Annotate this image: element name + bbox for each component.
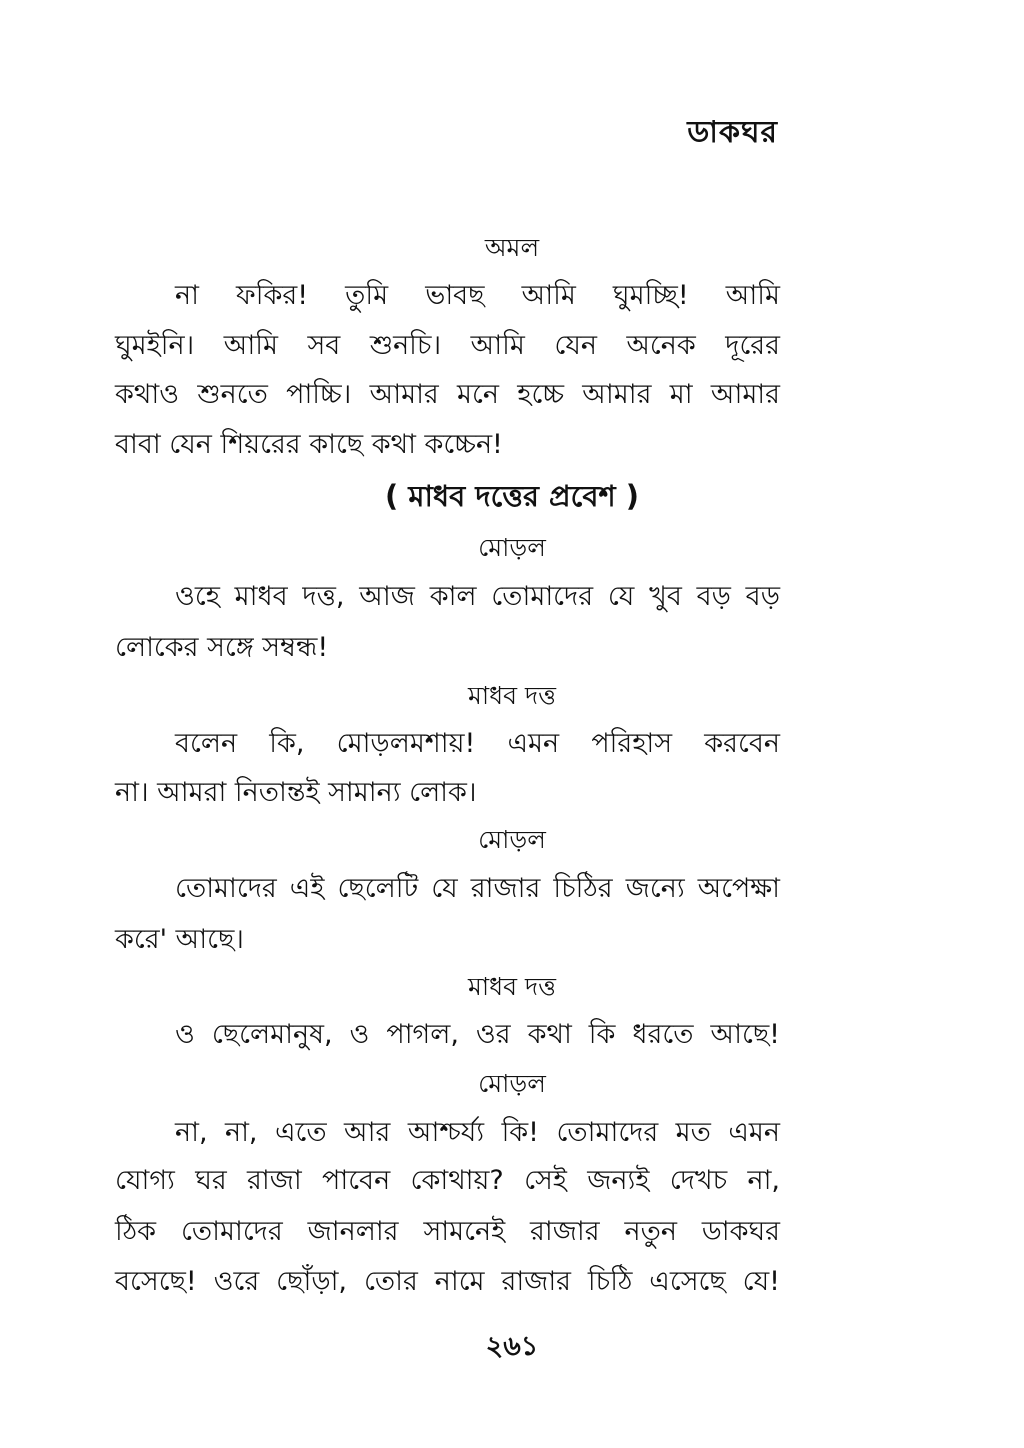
- page-number: ২৬১: [485, 1331, 539, 1362]
- dialogue-line: ঘুমইনি। আমি সব শুনচি। আমি যেন অনেক দূরের: [115, 330, 780, 361]
- dialogue-line: বসেছে! ওরে ছোঁড়া, তোর নামে রাজার চিঠি এসেছে যে!: [115, 1266, 780, 1297]
- running-title: ডাকঘর: [687, 115, 778, 150]
- speaker-name: মাধব দত্ত: [467, 972, 557, 1001]
- dialogue-line: না, না, এতে আর আশ্চর্য্য কি! তোমাদের মত এমন: [175, 1117, 780, 1148]
- speaker-name: মাধব দত্ত: [467, 681, 557, 710]
- dialogue-line: লোকের সঙ্গে সম্বন্ধ!: [115, 632, 329, 663]
- dialogue-line: যোগ্য ঘর রাজা পাবেন কোথায়? সেই জন্যই দেখচ না,: [115, 1165, 780, 1196]
- dialogue-line: না। আমরা নিতান্তই সামান্য লোক।: [115, 777, 477, 808]
- dialogue-line: ঠিক তোমাদের জানলার সামনেই রাজার নতুন ডাকঘর: [115, 1216, 780, 1247]
- dialogue-line: ওহে মাধব দত্ত, আজ কাল তোমাদের যে খুব বড় বড়: [175, 581, 780, 612]
- speaker-name: মোড়ল: [478, 825, 546, 854]
- speaker-name: মোড়ল: [478, 1069, 546, 1098]
- dialogue-line: কথাও শুনতে পাচ্চি। আমার মনে হচ্চে আমার মা আমার: [115, 379, 780, 410]
- dialogue-line: বাবা যেন শিয়রের কাছে কথা কচ্চেন!: [115, 429, 503, 460]
- speaker-name: মোড়ল: [478, 533, 546, 562]
- dialogue-line: বলেন কি, মোড়লমশায়! এমন পরিহাস করবেন: [175, 728, 780, 759]
- speaker-name: অমল: [484, 233, 540, 262]
- stage-direction: ( মাধব দত্তের প্রবেশ ): [385, 479, 639, 513]
- dialogue-line: করে' আছে।: [115, 924, 244, 955]
- dialogue-line: তোমাদের এই ছেলেটি যে রাজার চিঠির জন্যে অপেক্ষা: [175, 873, 780, 904]
- dialogue-line: ও ছেলেমানুষ, ও পাগল, ওর কথা কি ধরতে আছে!: [175, 1019, 780, 1050]
- dialogue-line: না ফকির! তুমি ভাবছ আমি ঘুমচ্ছি! আমি: [175, 280, 780, 311]
